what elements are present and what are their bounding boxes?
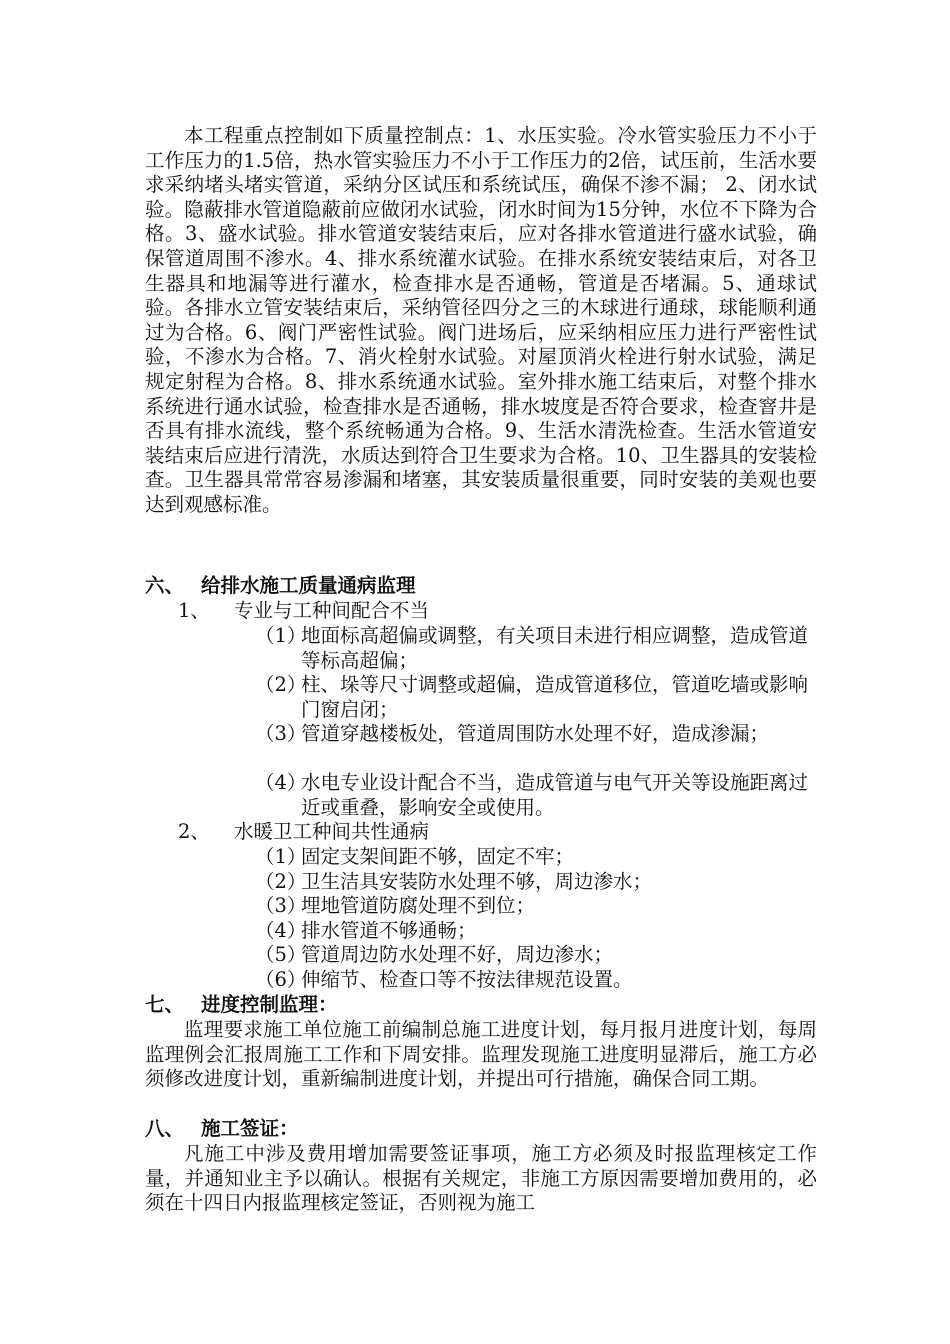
- list-item-text: 埋地管道防腐处理不到位；: [301, 894, 536, 917]
- section-6-title: 给排水施工质量通病监理: [201, 574, 416, 597]
- section-7-number: 七、: [145, 993, 185, 1016]
- list-item-number: （3）: [255, 722, 307, 745]
- subsection-2-title: 水暖卫工种间共性通病: [234, 820, 430, 843]
- list-item: [255, 943, 815, 968]
- list-item: [255, 968, 815, 993]
- list-item-number: （1）: [255, 624, 307, 647]
- quality-control-paragraph: 本工程重点控制如下质量控制点：1、水压实验。冷水管实验压力不小于工作压力的1.5倍，热水管实验压力不小于工作压力的2倍，试压前，生活水要求采纳堵头堵实管道，采纳分区试压和系统试压，确保不渗不漏； 2、闭水试验。隐蔽排水管道隐蔽前应做闭水试验，闭水时间为15分钟，水位不下降为合格。3、盛水试验。排水管道安装结束后，应对各排水管道进行盛水试验，确保管道周围不渗水。4、排水系统灌水试验。在排水系统安装结束后，对各卫生器具和地漏等进行灌水，检查排水是否通畅，管道是否堵漏。5、通球试验。各排水立管安装结束后，采纳管径四分之三的木球进行通球，球能顺利通过为合格。6、阀门严密性试验。阀门进场后，应采纳相应压力进行严密性试验，不渗水为合格。7、消火栓射水试验。对屋顶消火栓进行射水试验，满足规定射程为合格。8、排水系统通水试验。室外排水施工结束后，对整个排水系统进行通水试验，检查排水是否通畅，排水坡度是否符合要求，检查窨井是否具有排水流线，整个系统畅通为合格。9、生活水清洗检查。生活水管道安装结束后应进行清洗，水质达到符合卫生要求为合格。10、卫生器具的安装检查。卫生器具常常容易渗漏和堵塞，其安装质量很重要，同时安装的美观也要达到观感标准。: [145, 124, 817, 516]
- list-item-text: 地面标高超偏或调整，有关项目未进行相应调整，造成管道等标高超偏；: [301, 624, 809, 672]
- section-8-number: 八、: [145, 1117, 185, 1140]
- list-item-number: （5）: [255, 943, 307, 966]
- list-item-number: （1）: [255, 845, 307, 868]
- list-item: [255, 624, 815, 673]
- schedule-control-paragraph: 监理要求施工单位施工前编制总施工进度计划，每月报月进度计划，每周监理例会汇报周施工工作和下周安排。监理发现施工进度明显滞后，施工方必须修改进度计划，重新编制进度计划，并提出可行措施，确保合同工期。: [145, 1018, 817, 1091]
- list-item-number: （4）: [255, 771, 307, 794]
- list-item: [255, 673, 815, 722]
- list-item: [255, 870, 815, 895]
- section-7-heading: [145, 993, 338, 1018]
- subsection-1-number: 1、: [178, 599, 210, 622]
- list-item-number: （2）: [255, 673, 307, 696]
- list-item-text: 柱、垛等尺寸调整或超偏，造成管道移位，管道吃墙或影响门窗启闭；: [301, 673, 809, 721]
- list-item-number: （2）: [255, 870, 307, 893]
- construction-visa-paragraph: 凡施工中涉及费用增加需要签证事项，施工方必须及时报监理核定工作量，并通知业主予以确认。根据有关规定，非施工方原因需要增加费用的，必须在十四日内报监理核定签证，否则视为施工: [145, 1142, 817, 1215]
- list-item-number: （4）: [255, 919, 307, 942]
- list-item-text: 管道周边防水处理不好，周边渗水；: [301, 943, 614, 966]
- subsection-2-heading: [178, 820, 429, 845]
- subsection-1-title: 专业与工种间配合不当: [234, 599, 430, 622]
- list-item-number: （3）: [255, 894, 307, 917]
- list-item-text: 水电专业设计配合不当，造成管道与电气开关等设施距离过近或重叠，影响安全或使用。: [301, 771, 809, 819]
- list-item-text: 排水管道不够通畅；: [301, 919, 477, 942]
- section-8-heading: [145, 1117, 299, 1142]
- list-item: [255, 722, 815, 747]
- subsection-1-heading: [178, 599, 429, 624]
- section-6-number: 六、: [145, 574, 185, 597]
- list-item-text: 固定支架间距不够，固定不牢；: [301, 845, 575, 868]
- section-7-title: 进度控制监理：: [201, 993, 338, 1016]
- section-8-title: 施工签证：: [201, 1117, 299, 1140]
- list-item-number: （6）: [255, 968, 307, 991]
- list-item-text: 管道穿越楼板处，管道周围防水处理不好，造成渗漏；: [301, 722, 770, 745]
- list-item: [255, 845, 815, 870]
- list-item: [255, 894, 815, 919]
- section-6-heading: [145, 574, 416, 599]
- list-item-text: 伸缩节、检查口等不按法律规范设置。: [301, 968, 633, 991]
- list-item-text: 卫生洁具安装防水处理不够，周边渗水；: [301, 870, 653, 893]
- list-item: [255, 771, 815, 820]
- subsection-2-number: 2、: [178, 820, 210, 843]
- list-item: [255, 919, 815, 944]
